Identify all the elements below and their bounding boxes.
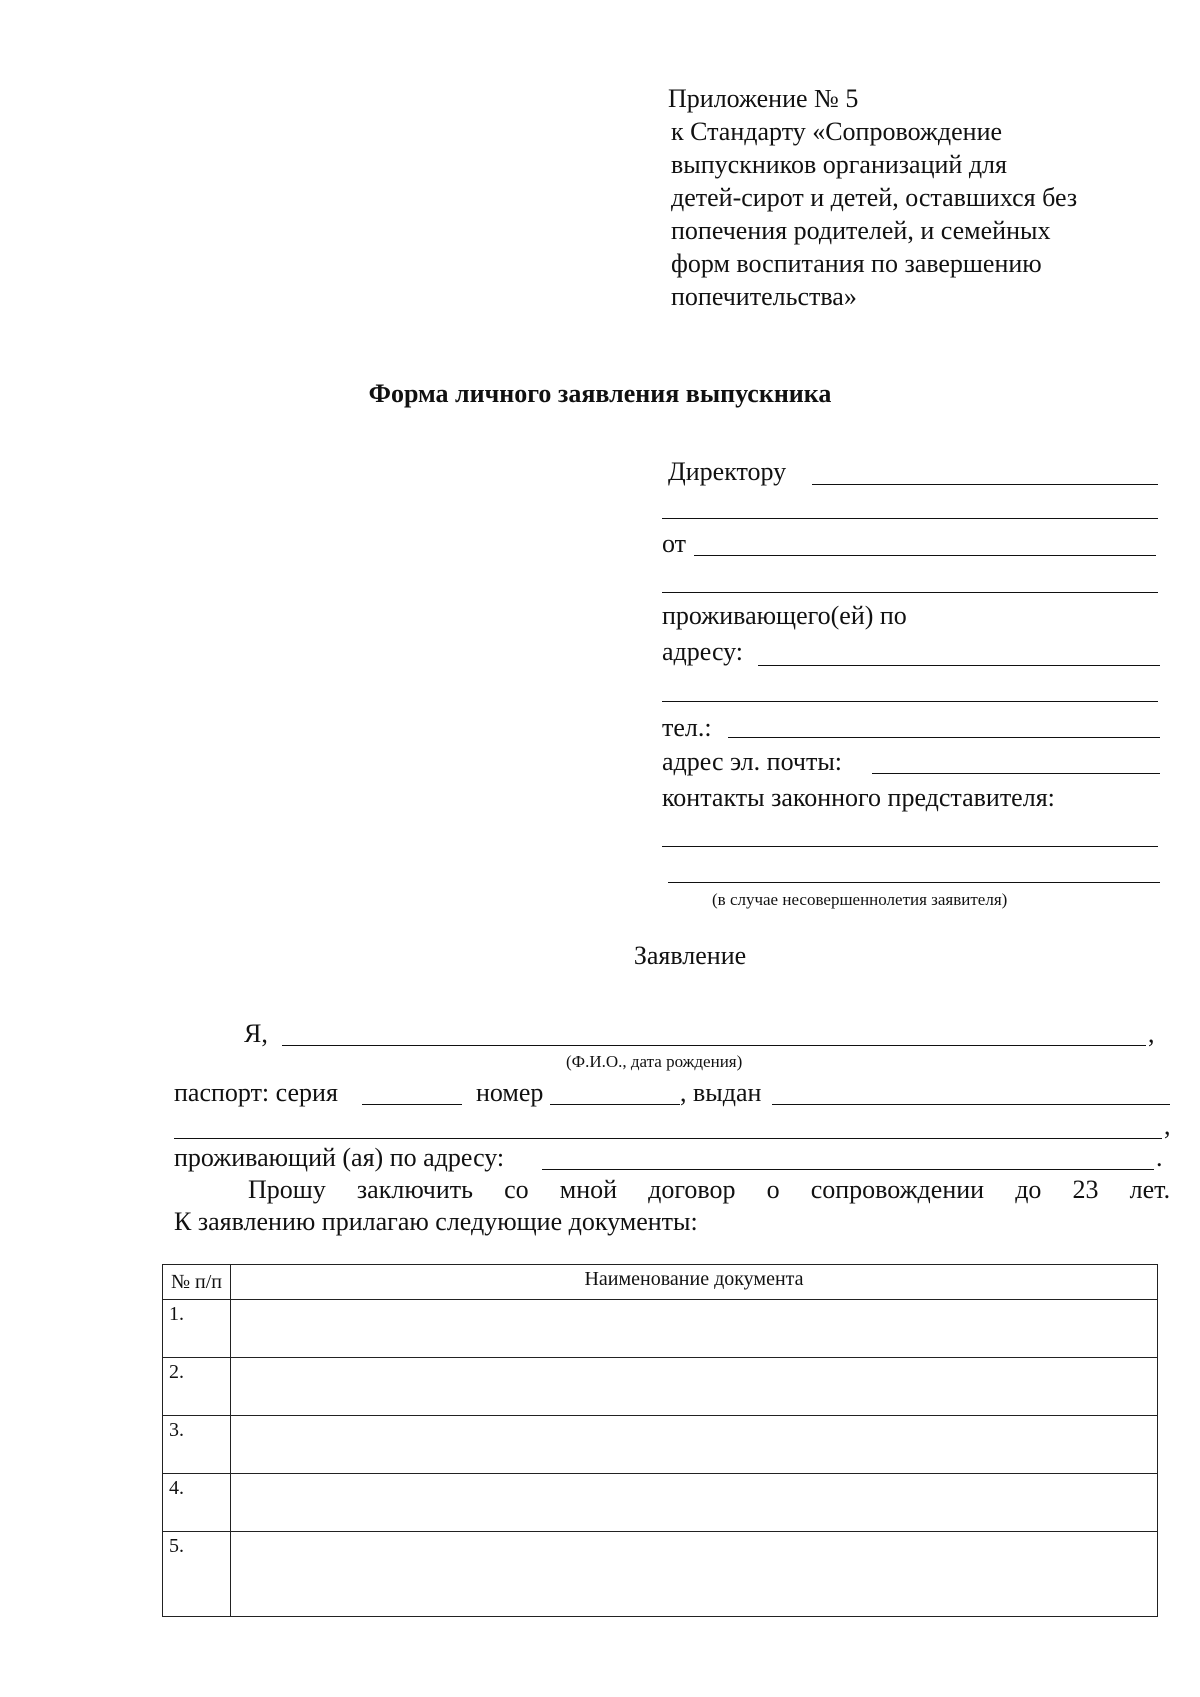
passport-number-label: номер: [476, 1078, 544, 1107]
document-name-cell[interactable]: [231, 1358, 1158, 1416]
request-word: договор: [648, 1175, 736, 1204]
request-word: заключить: [356, 1175, 473, 1204]
appendix-line: Приложение № 5: [668, 84, 859, 113]
table-row: [163, 1474, 1158, 1532]
request-word: сопровождении: [810, 1175, 985, 1204]
from-field[interactable]: [694, 555, 1156, 556]
appendix-block: [668, 82, 1077, 313]
issued-by-field-line2[interactable]: [174, 1138, 1162, 1139]
statement-title: Заявление: [633, 941, 747, 970]
issued-comma: ,: [1164, 1111, 1171, 1140]
issued-label: , выдан: [680, 1078, 762, 1107]
residing-address-field[interactable]: [542, 1169, 1154, 1170]
director-field-line2[interactable]: [662, 518, 1158, 519]
document-name-cell[interactable]: [231, 1532, 1158, 1617]
address-label: адресу:: [662, 637, 744, 666]
document-name-cell[interactable]: [231, 1300, 1158, 1358]
request-word: лет.: [1129, 1175, 1171, 1204]
fio-note: (Ф.И.О., дата рождения): [566, 1052, 743, 1071]
col-num-header: № п/п: [163, 1265, 231, 1300]
table-row: [163, 1300, 1158, 1358]
i-label: Я,: [244, 1019, 268, 1048]
from-label: от: [662, 529, 687, 558]
residing-period: .: [1156, 1143, 1163, 1172]
appendix-line: попечения родителей, и семейных: [671, 216, 1051, 245]
address-field-line2[interactable]: [662, 701, 1158, 702]
appendix-line: попечительства»: [671, 282, 857, 311]
appendix-line: к Стандарту «Сопровождение: [671, 117, 1003, 146]
phone-field[interactable]: [728, 737, 1160, 738]
row-number: 3.: [163, 1416, 231, 1474]
email-label: адрес эл. почты:: [662, 747, 843, 776]
guardian-field-line2[interactable]: [668, 882, 1160, 883]
guardian-field[interactable]: [662, 846, 1158, 847]
request-word: мной: [559, 1175, 618, 1204]
address-field[interactable]: [758, 665, 1160, 666]
email-field[interactable]: [872, 773, 1160, 774]
attach-text: К заявлению прилагаю следующие документы:: [174, 1207, 698, 1236]
request-word: со: [504, 1175, 529, 1204]
request-word: Прошу: [248, 1175, 326, 1204]
fio-field[interactable]: [282, 1045, 1146, 1046]
guardian-note: (в случае несовершеннолетия заявителя): [712, 890, 1008, 909]
table-header-row: [163, 1265, 1158, 1300]
request-line: [174, 1174, 1170, 1206]
table-row: [163, 1358, 1158, 1416]
document-name-cell[interactable]: [231, 1474, 1158, 1532]
appendix-line: детей-сирот и детей, оставшихся без: [671, 183, 1078, 212]
fio-comma: ,: [1148, 1019, 1155, 1048]
guardian-label: контакты законного представителя:: [662, 783, 1055, 812]
appendix-line: выпускников организаций для: [671, 150, 1007, 179]
request-word: 23: [1072, 1175, 1099, 1204]
row-number: 2.: [163, 1358, 231, 1416]
passport-series-field[interactable]: [362, 1104, 462, 1105]
issued-by-field[interactable]: [772, 1104, 1170, 1105]
row-number: 4.: [163, 1474, 231, 1532]
director-field[interactable]: [812, 484, 1158, 485]
residing-label: проживающего(ей) по: [662, 601, 907, 630]
request-word: о: [766, 1175, 780, 1204]
phone-label: тел.:: [662, 713, 712, 742]
from-field-line2[interactable]: [662, 592, 1158, 593]
director-label: Директору: [668, 457, 787, 486]
request-word: до: [1015, 1175, 1042, 1204]
table-row: [163, 1532, 1158, 1617]
passport-number-field[interactable]: [550, 1104, 680, 1105]
row-number: 1.: [163, 1300, 231, 1358]
col-name-header: Наименование документа: [231, 1265, 1158, 1300]
form-title: Форма личного заявления выпускника: [368, 379, 832, 408]
appendix-line: форм воспитания по завершению: [671, 249, 1042, 278]
documents-table: [162, 1264, 1158, 1617]
residing-address-label: проживающий (ая) по адресу:: [174, 1143, 505, 1172]
table-row: [163, 1416, 1158, 1474]
row-number: 5.: [163, 1532, 231, 1617]
document-name-cell[interactable]: [231, 1416, 1158, 1474]
passport-series-label: паспорт: серия: [174, 1078, 338, 1107]
